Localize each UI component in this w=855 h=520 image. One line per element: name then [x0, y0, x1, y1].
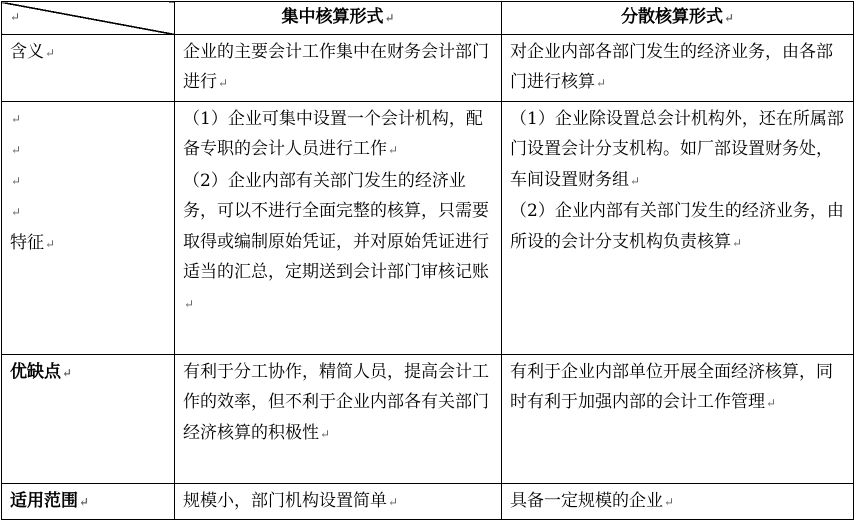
corner-mark: ↵: [10, 10, 21, 24]
header-centralized: 集中核算形式↵: [175, 2, 502, 35]
row-label-features: ↵ ↵ ↵ ↵ 特征↵: [2, 101, 175, 354]
decentralized-feature-1: （1）企业除设置总会计机构外，还在所属部门设置会计分支机构。如厂部设置财务处，车间设置财务组↵: [510, 108, 844, 190]
cell-decentralized-meaning: 对企业内部各部门发生的经济业务，由各部门进行核算↵: [502, 34, 854, 101]
comparison-table: [1, 1, 854, 520]
decentralized-feature-2: （2）企业内部有关部门发生的经济业务，由所设的会计分支机构负责核算↵: [510, 201, 844, 252]
header-decentralized: 分散核算形式↵: [502, 2, 854, 35]
centralized-feature-1: （1）企业可集中设置一个会计机构，配备专职的会计人员进行工作↵: [183, 108, 483, 159]
row-label-meaning: 含义↵: [2, 34, 175, 101]
table-row: [2, 34, 854, 101]
cell-centralized-pros-cons: 有利于分工协作，精简人员，提高会计工作的效率，但不利于企业内部各有关部门经济核算的积极性↵: [175, 354, 502, 483]
cell-decentralized-pros-cons: 有利于企业内部单位开展全面经济核算，同时有利于加强内部的会计工作管理↵: [502, 354, 854, 483]
cell-decentralized-scope: 具备一定规模的企业↵: [502, 483, 854, 520]
header-corner-cell: [2, 2, 175, 35]
table-row: [2, 101, 854, 354]
centralized-feature-2: （2）企业内部有关部门发生的经济业务，可以不进行全面完整的核算，只需要取得或编制原始凭证，并对原始凭证进行适当的汇总，定期送到会计部门审核记账↵: [183, 170, 489, 311]
table-row: [2, 483, 854, 520]
cell-centralized-scope: 规模小，部门机构设置简单↵: [175, 483, 502, 520]
header-row: [2, 2, 854, 35]
row-label-scope: 适用范围↵: [2, 483, 175, 520]
cell-decentralized-features: [502, 101, 854, 354]
cell-centralized-features: [175, 101, 502, 354]
row-label-pros-cons: 优缺点↵: [2, 354, 175, 483]
table-row: [2, 354, 854, 483]
cell-centralized-meaning: 企业的主要会计工作集中在财务会计部门进行↵: [175, 34, 502, 101]
